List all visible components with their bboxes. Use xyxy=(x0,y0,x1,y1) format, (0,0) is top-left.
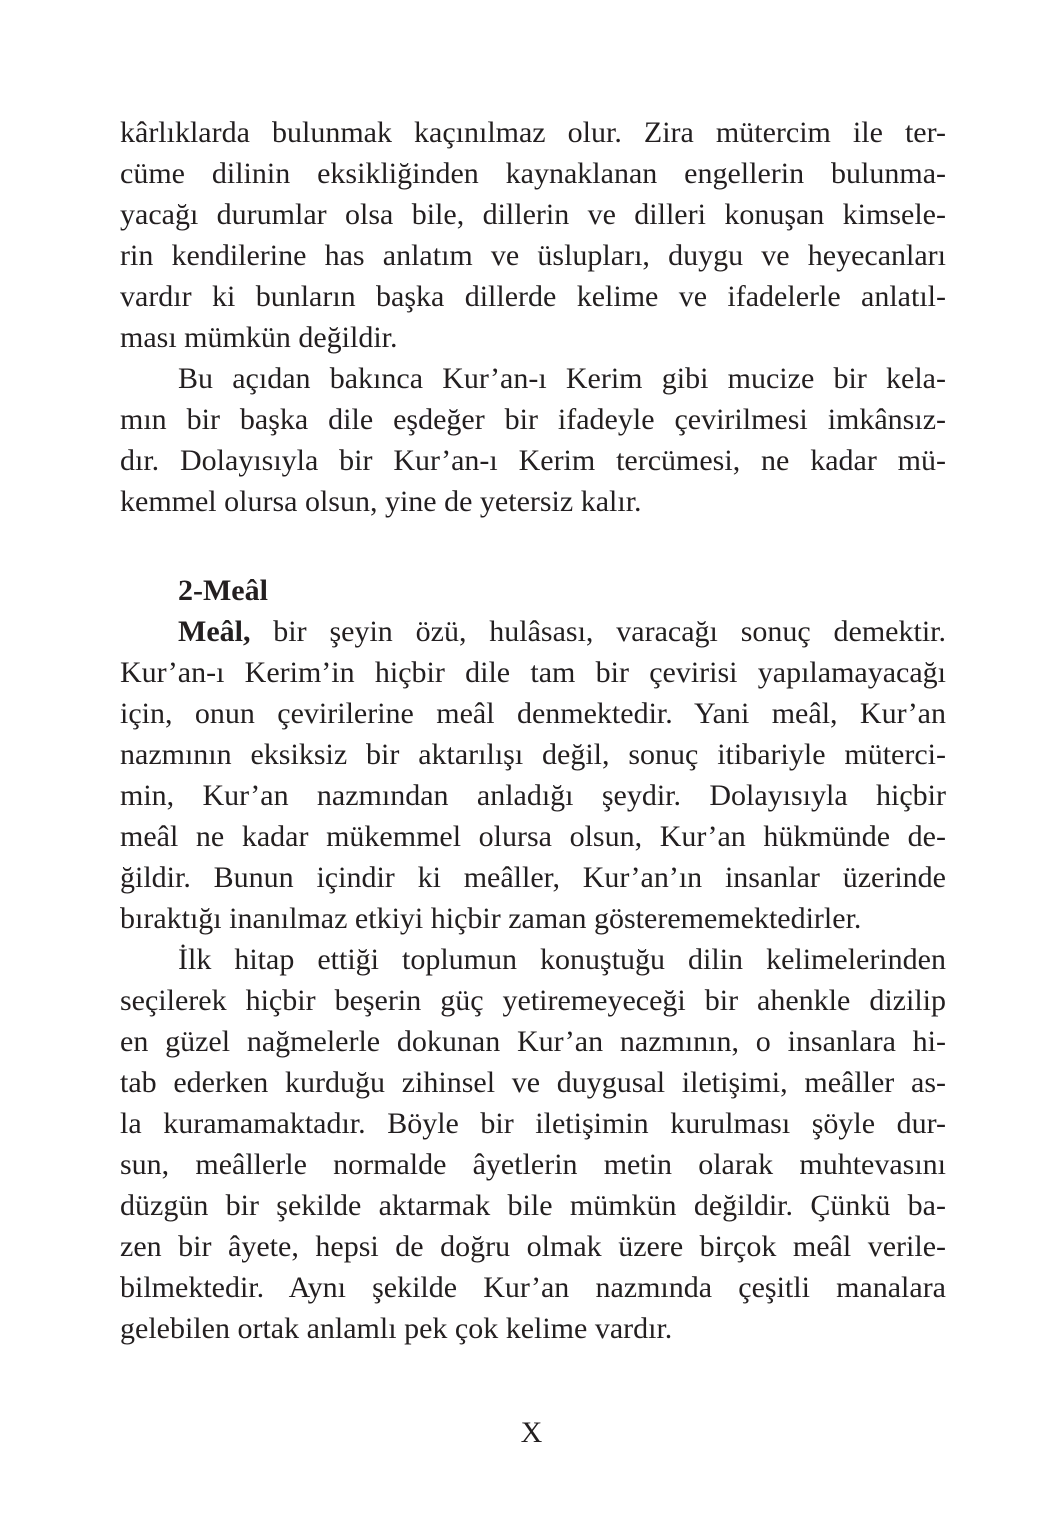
text-line: en güzel nağmelerle dokunan Kur’an nazmının, o insanlara hi- xyxy=(120,1025,946,1058)
paragraph-2 xyxy=(120,358,946,522)
text-line: rin kendilerine has anlatım ve üslupları, duygu ve heyecanları xyxy=(120,239,946,272)
text-line: nazmının eksiksiz bir aktarılışı değil, sonuç itibariyle müterci- xyxy=(120,738,946,771)
paragraph-1 xyxy=(120,112,946,358)
text-line: la kuramamaktadır. Böyle bir iletişimin kurulması şöyle dur- xyxy=(120,1107,946,1140)
text-line: tab ederken kurduğu zihinsel ve duygusal iletişimi, meâller as- xyxy=(120,1066,946,1099)
text-line: Kur’an-ı Kerim’in hiçbir dile tam bir çevirisi yapılamayacağı xyxy=(120,656,946,689)
page-body xyxy=(120,112,946,1349)
text-line: düzgün bir şekilde aktarmak bile mümkün değildir. Çünkü ba- xyxy=(120,1189,946,1222)
text-line: seçilerek hiçbir beşerin güç yetiremeyeceği bir ahenkle dizilip xyxy=(120,984,946,1017)
text-line: mın bir başka dile eşdeğer bir ifadeyle çevirilmesi imkânsız- xyxy=(120,403,946,436)
text-line: ması mümkün değildir. xyxy=(120,321,398,354)
text-line: İlk hitap ettiği toplumun konuştuğu dilin kelimelerinden xyxy=(178,943,946,976)
paragraph-3 xyxy=(120,611,946,939)
text-line: bıraktığı inanılmaz etkiyi hiçbir zaman gösterememektedirler. xyxy=(120,902,862,935)
text-span: bir şeyin özü, hulâsası, varacağı sonuç demektir. xyxy=(250,615,946,648)
text-line: için, onun çevirilerine meâl denmektedir. Yani meâl, Kur’an xyxy=(120,697,946,730)
text-line: kemmel olursa olsun, yine de yetersiz kalır. xyxy=(120,485,642,518)
text-line: zen bir âyete, hepsi de doğru olmak üzere birçok meâl verile- xyxy=(120,1230,946,1263)
text-line: kârlıklarda bulunmak kaçınılmaz olur. Zira mütercim ile ter- xyxy=(120,116,946,149)
text-line: meâl ne kadar mükemmel olursa olsun, Kur’an hükmünde de- xyxy=(120,820,946,853)
text-line: cüme dilinin eksikliğinden kaynaklanan engellerin bulunma- xyxy=(120,157,946,190)
text-line: ğildir. Bunun içindir ki meâller, Kur’an’ın insanlar üzerinde xyxy=(120,861,946,894)
section-spacer xyxy=(120,522,946,570)
text-line: Bu açıdan bakınca Kur’an-ı Kerim gibi mucize bir kela- xyxy=(178,362,946,395)
page-number: X xyxy=(520,1416,543,1449)
text-line: min, Kur’an nazmından anladığı şeydir. Dolayısıyla hiçbir xyxy=(120,779,946,812)
text-line: yacağı durumlar olsa bile, dillerin ve dilleri konuşan kimsele- xyxy=(120,198,946,231)
section-heading: 2-Meâl xyxy=(178,574,268,607)
text-line: dır. Dolayısıyla bir Kur’an-ı Kerim tercümesi, ne kadar mü- xyxy=(120,444,946,477)
text-line: sun, meâllerle normalde âyetlerin metin olarak muhtevasını xyxy=(120,1148,946,1181)
text-line: vardır ki bunların başka dillerde kelime ve ifadelerle anlatıl- xyxy=(120,280,946,313)
lead-term: Meâl, xyxy=(178,615,251,648)
text-line: bilmektedir. Aynı şekilde Kur’an nazmında çeşitli manalara xyxy=(120,1271,946,1304)
paragraph-4 xyxy=(120,939,946,1349)
text-line: gelebilen ortak anlamlı pek çok kelime vardır. xyxy=(120,1312,673,1345)
text-line xyxy=(120,611,946,652)
